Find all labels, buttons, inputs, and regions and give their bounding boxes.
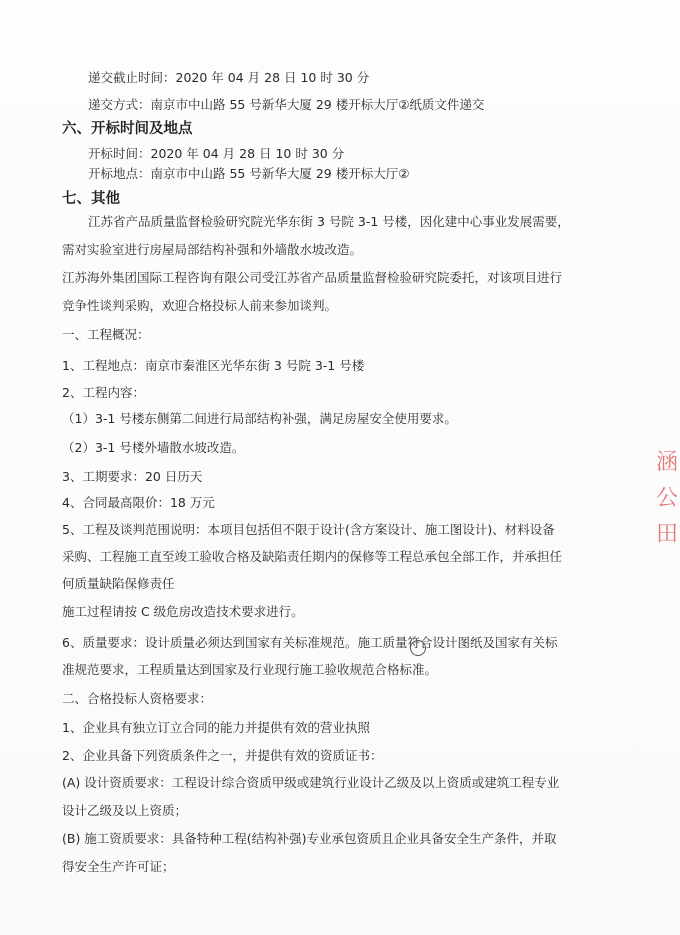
text-line: 3、工期要求：20 日历天 bbox=[62, 469, 203, 484]
text-line: 准规范要求，工程质量达到国家及行业现行施工验收规范合格标准。 bbox=[62, 662, 438, 677]
text-line: （2）3-1 号楼外墙散水坡改造。 bbox=[62, 440, 245, 455]
text-line: 施工过程请按 C 级危房改造技术要求进行。 bbox=[62, 604, 304, 619]
text-line: 开标时间：2020 年 04 月 28 日 10 时 30 分 bbox=[88, 146, 345, 161]
text-line: （1）3-1 号楼东侧第二间进行局部结构补强，满足房屋安全使用要求。 bbox=[62, 411, 457, 426]
scan-mark bbox=[410, 640, 426, 656]
text-line: 竞争性谈判采购，欢迎合格投标人前来参加谈判。 bbox=[62, 298, 338, 313]
text-line: 二、合格投标人资格要求： bbox=[62, 691, 213, 706]
text-line: 4、合同最高限价：18 万元 bbox=[62, 495, 215, 510]
text-line: 2、工程内容： bbox=[62, 385, 145, 400]
section-heading: 七、其他 bbox=[62, 191, 120, 207]
text-line: 设计乙级及以上资质； bbox=[62, 803, 188, 818]
text-line: 1、企业具有独立订立合同的能力并提供有效的营业执照 bbox=[62, 720, 370, 735]
text-line: 需对实验室进行房屋局部结构补强和外墙散水坡改造。 bbox=[62, 242, 363, 257]
text-line: 1、工程地点：南京市秦淮区光华东街 3 号院 3-1 号楼 bbox=[62, 358, 365, 373]
text-line: (A) 设计资质要求：工程设计综合资质甲级或建筑行业设计乙级及以上资质或建筑工程专业 bbox=[62, 775, 560, 790]
text-line: 江苏海外集团国际工程咨询有限公司受江苏省产品质量监督检验研究院委托，对该项目进行 bbox=[62, 270, 563, 285]
section-heading: 六、开标时间及地点 bbox=[62, 121, 193, 137]
text-line: 一、工程概况： bbox=[62, 327, 150, 342]
text-line: 递交截止时间：2020 年 04 月 28 日 10 时 30 分 bbox=[88, 70, 370, 85]
text-line: 何质量缺陷保修责任 bbox=[62, 576, 175, 591]
text-line: 开标地点：南京市中山路 55 号新华大厦 29 楼开标大厅② bbox=[88, 166, 410, 181]
text-line: 得安全生产许可证； bbox=[62, 859, 175, 874]
text-line: 2、企业具备下列资质条件之一，并提供有效的资质证书： bbox=[62, 748, 383, 763]
text-line: 6、质量要求：设计质量必须达到国家有关标准规范。施工质量符合设计图纸及国家有关标 bbox=[62, 635, 558, 650]
text-line: 5、工程及谈判范围说明：本项目包括但不限于设计(含方案设计、施工图设计)、材料设备 bbox=[62, 522, 555, 537]
red-seal-stamp: 涵 公 田 bbox=[655, 450, 678, 547]
text-line: 江苏省产品质量监督检验研究院光华东街 3 号院 3-1 号楼，因化建中心事业发展需要， bbox=[88, 214, 570, 229]
text-line: 递交方式：南京市中山路 55 号新华大厦 29 楼开标大厅②纸质文件递交 bbox=[88, 97, 485, 112]
text-line: (B) 施工资质要求：具备特种工程(结构补强)专业承包资质且企业具备安全生产条件，并取 bbox=[62, 831, 557, 846]
text-line: 采购、工程施工直至竣工验收合格及缺陷责任期内的保修等工程总承包全部工作，并承担任 bbox=[62, 549, 563, 564]
